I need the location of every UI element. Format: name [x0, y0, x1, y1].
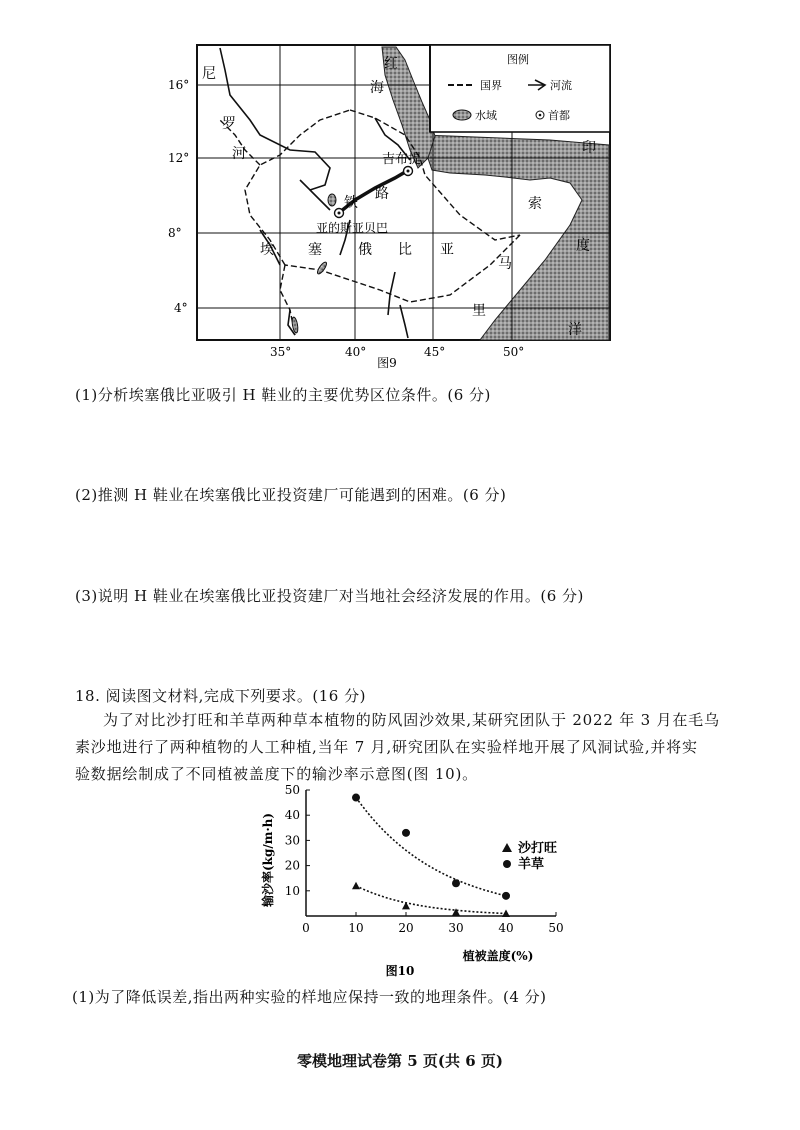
svg-text:比: 比: [398, 242, 412, 258]
svg-text:路: 路: [375, 186, 389, 202]
svg-text:洋: 洋: [568, 322, 582, 338]
map-caption: 图9: [377, 356, 397, 370]
svg-text:索: 索: [528, 196, 542, 212]
svg-text:4°: 4°: [174, 301, 188, 315]
y-tick-label: 30: [284, 833, 300, 848]
x-tick-label: 40: [498, 921, 514, 935]
question-17-3: (3)说明 H 鞋业在埃塞俄比亚投资建厂对当地社会经济发展的作用。(6 分): [75, 587, 584, 605]
svg-text:海: 海: [370, 80, 384, 96]
svg-text:国界: 国界: [480, 79, 502, 92]
x-tick-label: 10: [348, 921, 364, 935]
sand-transport-chart: [250, 780, 580, 980]
svg-text:8°: 8°: [168, 226, 182, 240]
page-footer: 零模地理试卷第 5 页(共 6 页): [297, 1052, 503, 1070]
lake-tana: [328, 194, 336, 206]
chart-y-label: 输沙率(kg/m·h): [261, 812, 275, 908]
question-17-1: (1)分析埃塞俄比亚吸引 H 鞋业的主要优势区位条件。(6 分): [75, 386, 491, 404]
svg-text:40°: 40°: [345, 345, 367, 359]
svg-text:塞: 塞: [308, 242, 322, 258]
chart-x-label: 植被盖度(%): [462, 949, 534, 963]
y-tick-label: 50: [284, 783, 300, 797]
svg-text:里: 里: [472, 303, 486, 319]
svg-text:50°: 50°: [503, 345, 525, 359]
svg-text:红: 红: [384, 56, 398, 72]
legend-shadawang: 沙打旺: [518, 841, 558, 856]
svg-text:首都: 首都: [548, 109, 570, 122]
svg-text:水域: 水域: [475, 109, 497, 122]
chart-caption: 图10: [385, 964, 415, 978]
svg-text:16°: 16°: [168, 78, 190, 92]
svg-text:45°: 45°: [424, 345, 446, 359]
svg-text:埃: 埃: [260, 242, 274, 258]
ethiopia-map: [150, 40, 620, 370]
chart-legend: [502, 840, 557, 872]
question-18-material: 为了对比沙打旺和羊草两种草本植物的防风固沙效果,某研究团队于 2022 年 3 月在毛乌 素沙地进行了两种植物的人工种植,当年 7 月,研究团队在实验样地开展了风洞试验,并将实 验数据绘制成了不同植被盖度下的输沙率示意图(图 10)。: [75, 711, 720, 783]
svg-text:俄: 俄: [358, 242, 372, 258]
legend-title: 图例: [507, 53, 529, 66]
x-tick-label: 50: [548, 921, 564, 935]
x-tick-label: 20: [398, 921, 414, 935]
legend-triangle-icon: [502, 843, 512, 852]
y-tick-label: 10: [284, 883, 300, 898]
svg-text:35°: 35°: [270, 345, 292, 359]
point-shadawang: [352, 882, 360, 890]
svg-text:印: 印: [582, 140, 596, 156]
x-tick-label: 0: [302, 921, 310, 935]
svg-text:亚的斯亚贝巴: 亚的斯亚贝巴: [316, 221, 389, 235]
legend-circle-icon: [503, 860, 511, 868]
y-tick-label: 20: [284, 858, 300, 873]
svg-text:罗: 罗: [222, 116, 236, 132]
x-tick-label: 30: [448, 921, 464, 935]
svg-text:吉布提: 吉布提: [382, 152, 422, 167]
svg-text:河: 河: [232, 146, 246, 162]
trend-line-1: [356, 798, 506, 896]
point-yangcao: [402, 829, 410, 837]
legend-yangcao: 羊草: [518, 857, 545, 872]
svg-text:河流: 河流: [550, 79, 572, 92]
point-yangcao: [352, 794, 360, 802]
question-17-2: (2)推测 H 鞋业在埃塞俄比亚投资建厂可能遇到的困难。(6 分): [75, 486, 507, 504]
question-18-title: 18. 阅读图文材料,完成下列要求。(16 分): [75, 687, 366, 705]
point-yangcao: [502, 892, 510, 900]
question-18-1: (1)为了降低误差,指出两种实验的样地应保持一致的地理条件。(4 分): [72, 988, 547, 1006]
water-legend-icon: [453, 110, 471, 120]
y-tick-label: 40: [284, 808, 300, 823]
svg-text:亚: 亚: [440, 242, 454, 258]
svg-text:铁: 铁: [344, 195, 358, 211]
svg-text:尼: 尼: [202, 66, 216, 82]
svg-text:度: 度: [576, 238, 590, 254]
point-yangcao: [452, 879, 460, 887]
svg-text:马: 马: [498, 256, 512, 272]
svg-text:12°: 12°: [168, 151, 190, 165]
point-shadawang: [402, 902, 410, 910]
